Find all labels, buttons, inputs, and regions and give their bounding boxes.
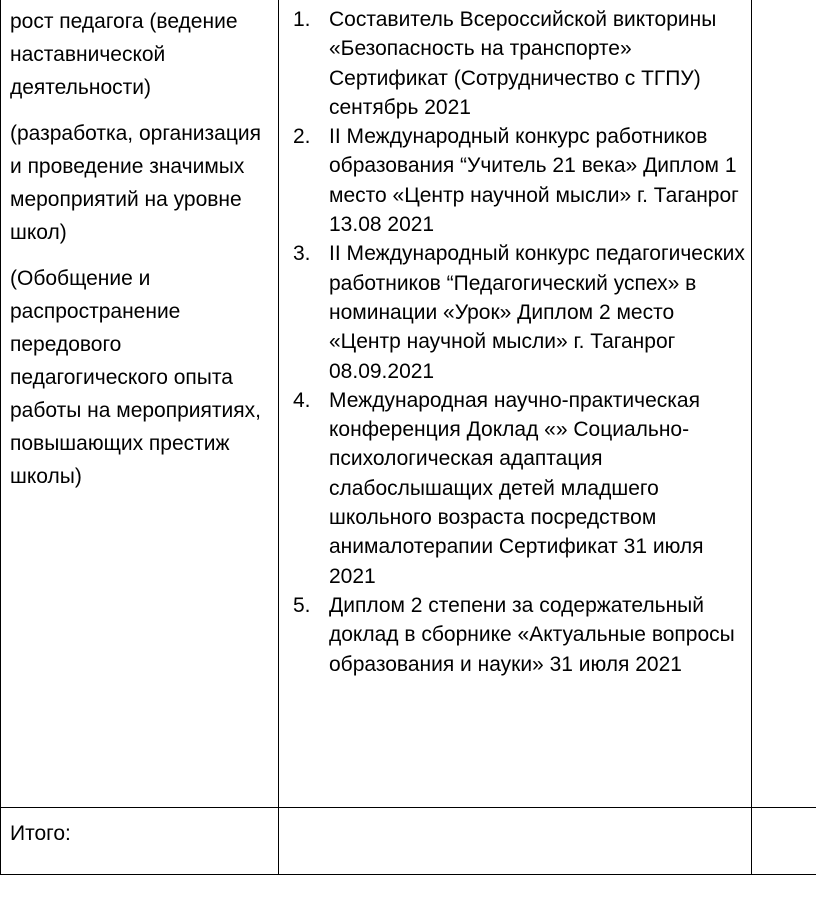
list-item xyxy=(293,386,745,591)
achievements-list xyxy=(293,5,745,679)
list-item-number: 1. xyxy=(293,8,311,31)
criteria-text-1: рост педагога (ведение наставнической деятельности) xyxy=(10,10,238,99)
list-item-text: Диплом 2 степени за содержательный доклад в сборнике «Актуальные вопросы образования и науки» 31 июля 2021 xyxy=(329,593,735,676)
total-row xyxy=(1,808,816,875)
list-item-text: II Международный конкурс работников образования “Учитель 21 века» Диплом 1 место «Центр научной мысли» г. Таганрог 13.08 2021 xyxy=(329,125,739,237)
list-item xyxy=(293,122,745,239)
list-item-number: 4. xyxy=(293,388,311,412)
total-label: Итого: xyxy=(1,808,279,875)
list-item xyxy=(293,5,745,122)
list-item-text: Международная научно-практическая конференция Доклад «» Социально-психологическая адаптация слабослышащих детей младшего школьного возраста посредством анималотерапии Сертификат 31 июля 2021 xyxy=(329,388,704,588)
achievements-cell xyxy=(279,0,752,808)
list-item-number: 5. xyxy=(293,593,311,617)
list-item-text: Составитель Всероссийской викторины «Безопасность на транспорте» Сертификат (Сотрудничество с ТГПУ) сентябрь 2021 xyxy=(329,8,717,119)
list-item xyxy=(293,591,745,679)
list-item-number: 3. xyxy=(293,242,311,266)
total-score-cell xyxy=(752,808,816,875)
table-row xyxy=(1,0,816,808)
total-achievements-cell xyxy=(279,808,752,875)
list-item-number: 2. xyxy=(293,125,311,149)
list-item-text: II Международный конкурс педагогических работников “Педагогический успех» в номинации «Урок» Диплом 2 место «Центр научной мысли» г. Таганрог 08.09.2021 xyxy=(329,242,745,383)
criteria-text-3: (Обобщение и распространение передового педагогического опыта работы на мероприятиях, повышающих престиж школы) xyxy=(10,267,261,488)
criteria-text-2: (разработка, организация и проведение значимых мероприятий на уровне школ) xyxy=(10,122,261,244)
criteria-cell xyxy=(1,0,279,808)
score-cell xyxy=(752,0,816,808)
list-item xyxy=(293,239,745,385)
